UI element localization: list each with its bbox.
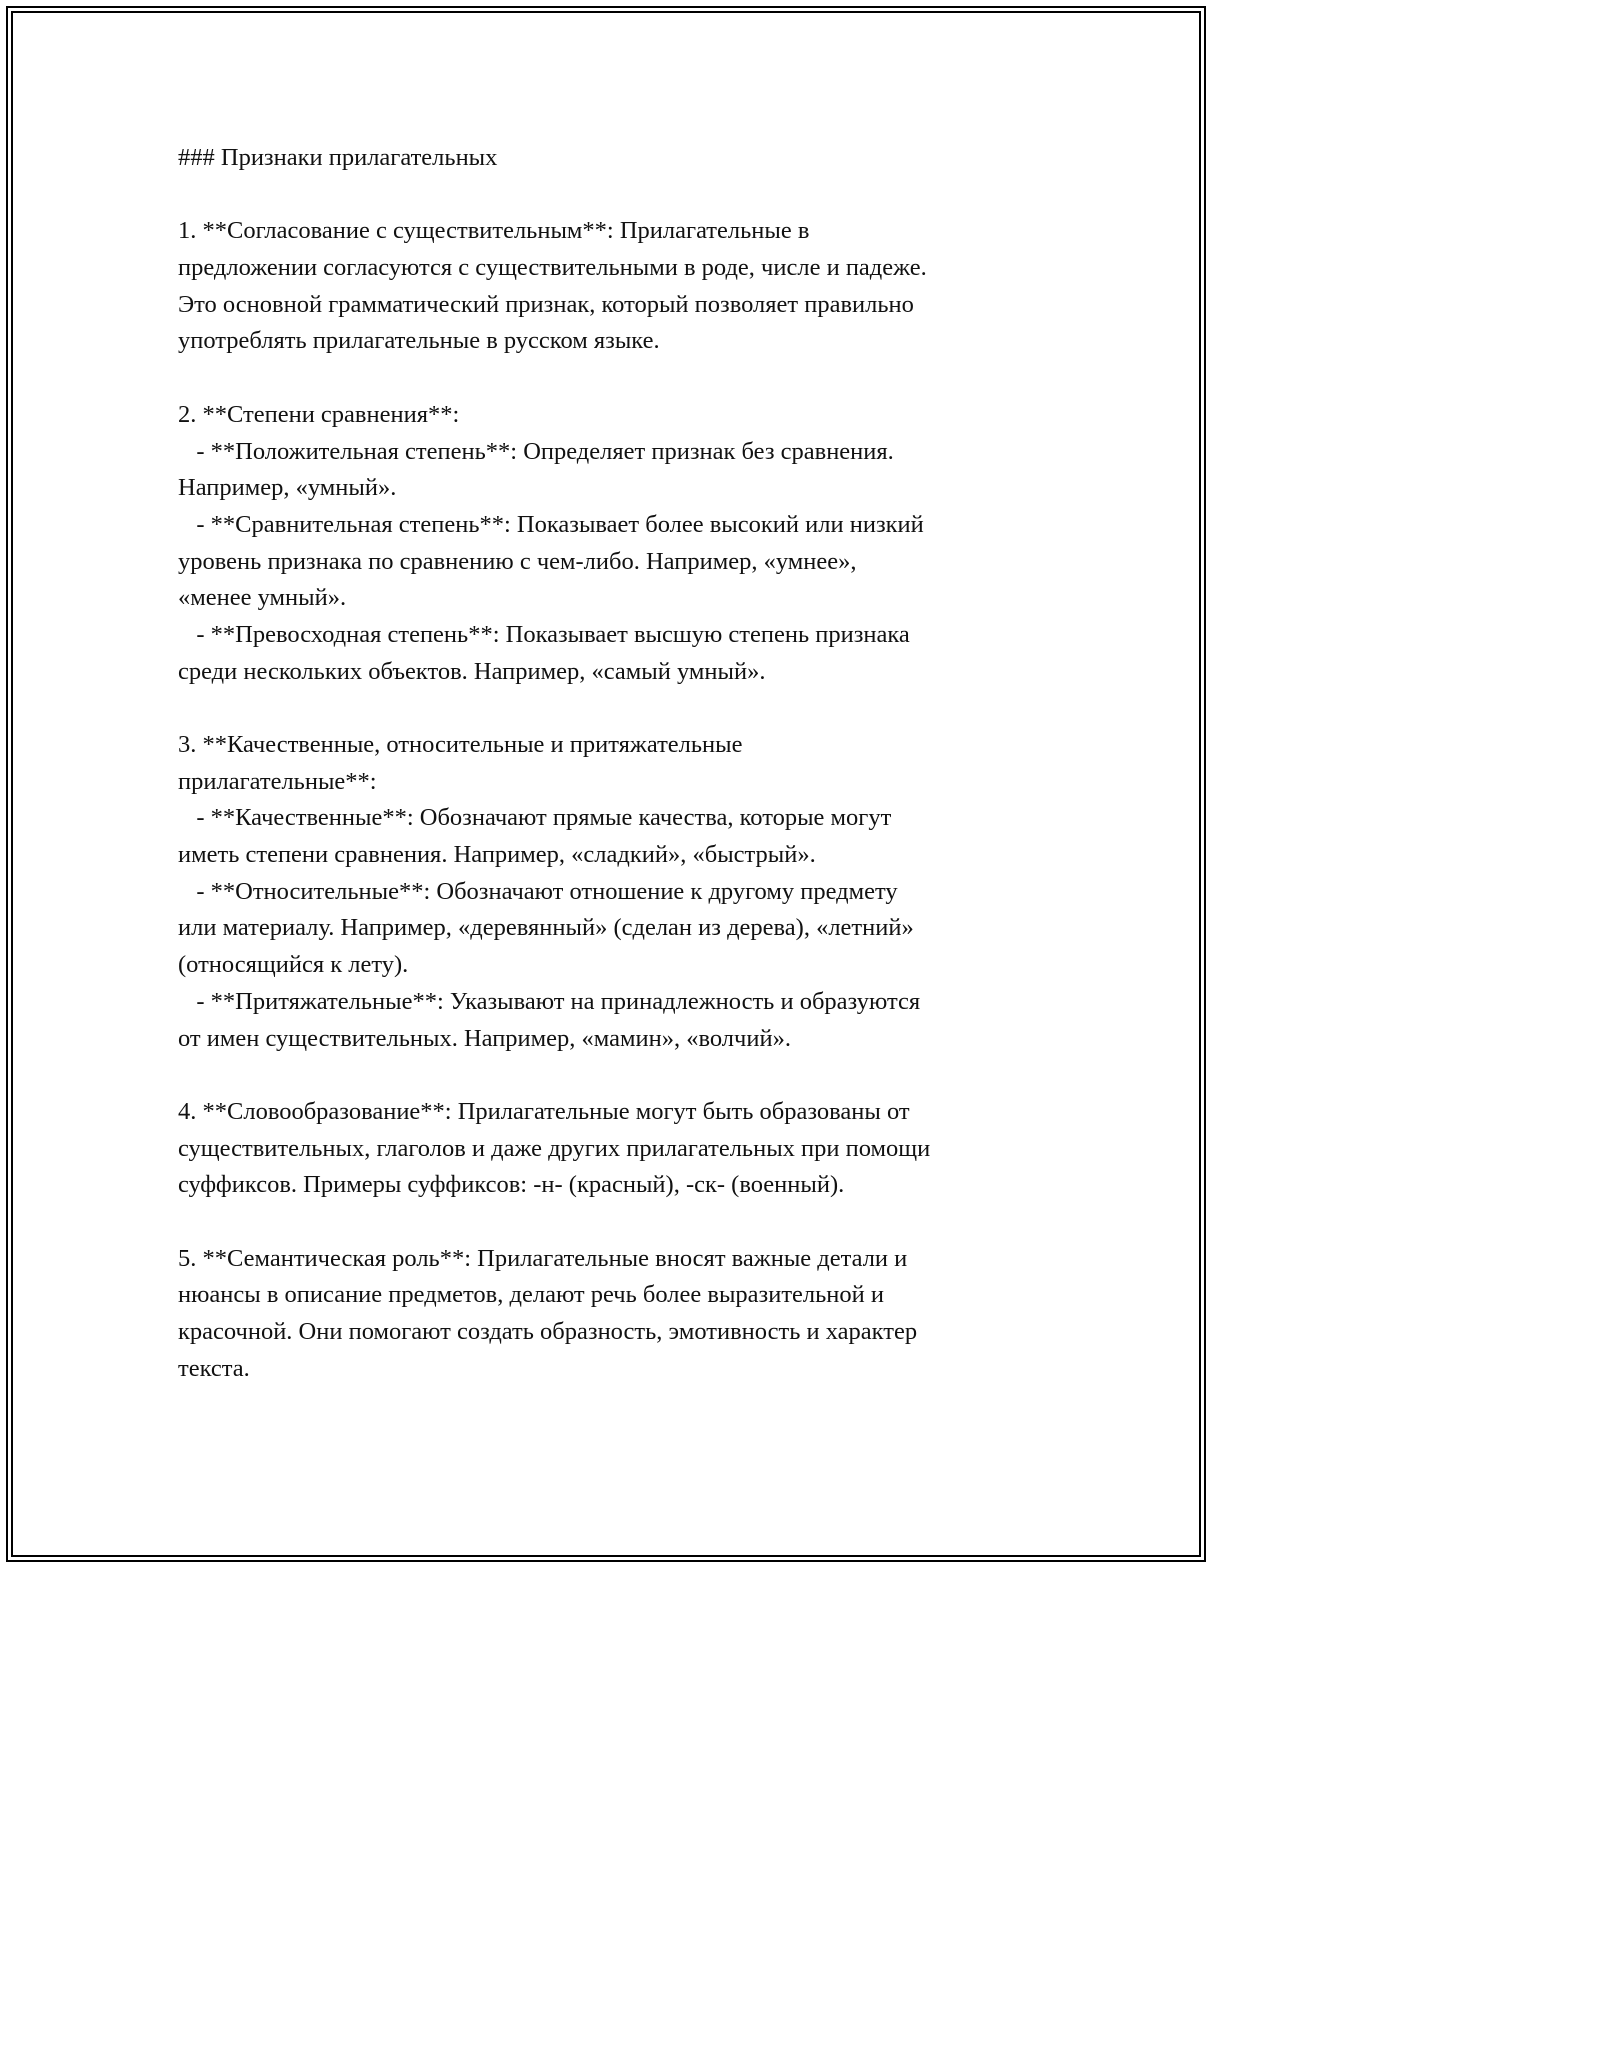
item-3-sub-line: - **Относительные**: Обозначают отношение к другому предмету [178, 877, 898, 905]
item-3-sub-line: - **Качественные**: Обозначают прямые качества, которые могут [178, 804, 892, 832]
item-1-line: 1. **Согласование с существительным**: Прилагательные в [178, 217, 810, 245]
item-1-line: предложении согласуются с существительными в роде, числе и падеже. [178, 254, 927, 282]
item-3-line: прилагательные**: [178, 767, 377, 795]
item-4-line: 4. **Словообразование**: Прилагательные могут быть образованы от [178, 1097, 910, 1125]
item-2-line: 2. **Степени сравнения**: [178, 400, 460, 428]
item-5-line: текста. [178, 1354, 250, 1382]
item-3-line: 3. **Качественные, относительные и притяжательные [178, 731, 743, 758]
item-2-sub-line: уровень признака по сравнению с чем-либо. Например, «умнее», [178, 547, 857, 575]
blank-line [178, 1057, 1048, 1094]
item-3-sub-line: (относящийся к лету). [178, 951, 409, 979]
item-4-line: существительных, глаголов и даже других прилагательных при помощи [178, 1134, 931, 1162]
item-2-sub-line: Например, «умный». [178, 474, 397, 502]
blank-line [178, 360, 1048, 397]
item-5-line: красочной. Они помогают создать образность, эмотивность и характер [178, 1318, 918, 1345]
item-2-sub-line: - **Положительная степень**: Определяет признак без сравнения. [178, 437, 894, 465]
item-3-sub-line: от имен существительных. Например, «мамин», «волчий». [178, 1024, 791, 1052]
document-body [178, 140, 1048, 1387]
item-3-sub-line: или материалу. Например, «деревянный» (сделан из дерева), «летний» [178, 914, 914, 942]
item-2-sub-line: «менее умный». [178, 584, 347, 612]
item-5-line: 5. **Семантическая роль**: Прилагательные вносят важные детали и [178, 1244, 908, 1272]
item-1-line: употреблять прилагательные в русском языке. [178, 327, 660, 355]
blank-line [178, 177, 1048, 214]
item-2-sub-line: среди нескольких объектов. Например, «самый умный». [178, 657, 766, 685]
item-4-line: суффиксов. Примеры суффиксов: -н- (красный), -ск- (военный). [178, 1171, 845, 1199]
blank-line [178, 1204, 1048, 1241]
item-3-sub-line: иметь степени сравнения. Например, «сладкий», «быстрый». [178, 841, 816, 869]
heading-line: ### Признаки прилагательных [178, 144, 498, 171]
blank-line [178, 690, 1048, 727]
item-1-line: Это основной грамматический признак, который позволяет правильно [178, 290, 914, 318]
item-5-line: нюансы в описание предметов, делают речь более выразительной и [178, 1281, 885, 1309]
item-2-sub-line: - **Сравнительная степень**: Показывает более высокий или низкий [178, 510, 924, 538]
item-2-sub-line: - **Превосходная степень**: Показывает высшую степень признака [178, 620, 910, 648]
item-3-sub-line: - **Притяжательные**: Указывают на принадлежность и образуются [178, 987, 921, 1015]
